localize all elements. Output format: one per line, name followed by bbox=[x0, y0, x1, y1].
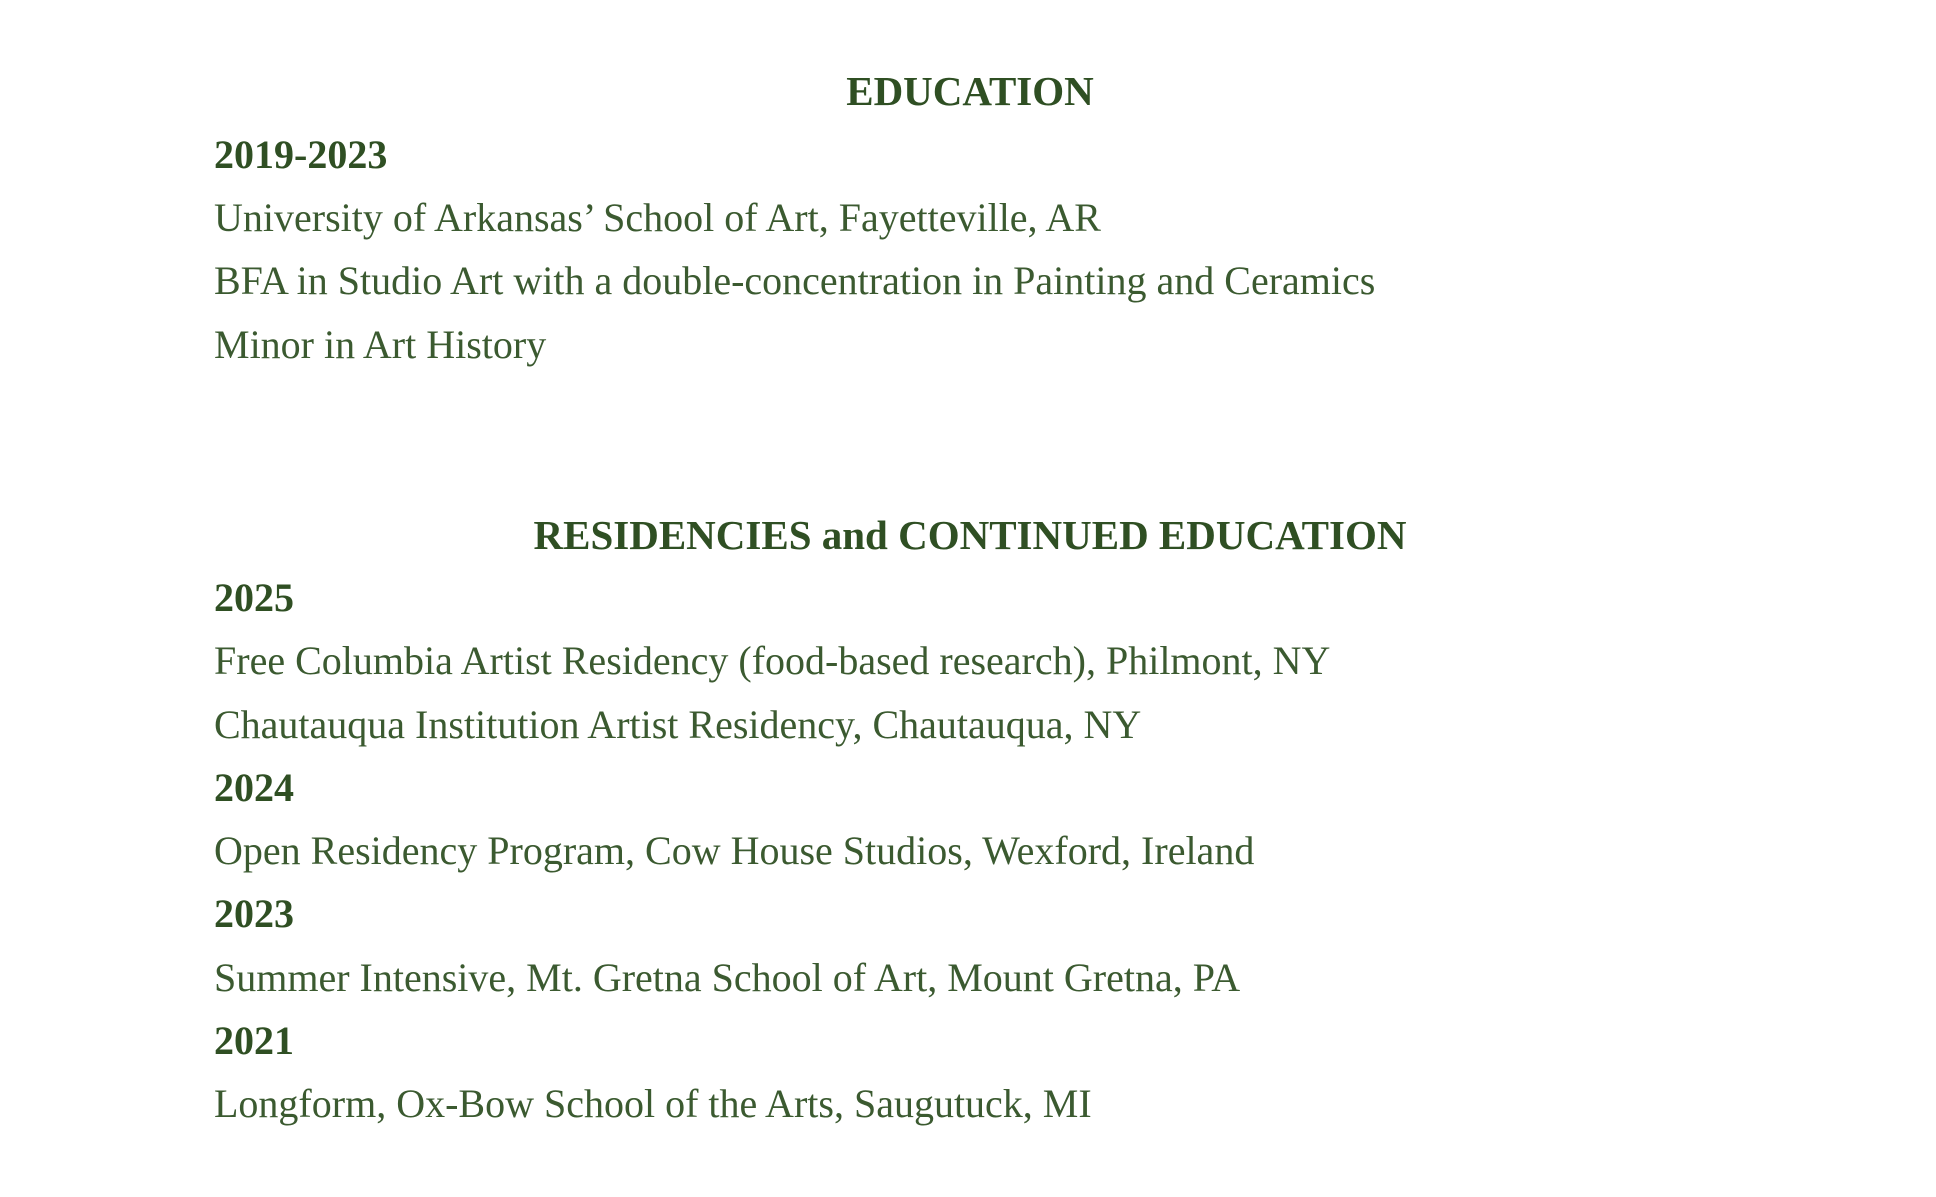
residency-item: Longform, Ox-Bow School of the Arts, Saugutuck, MI bbox=[214, 1081, 1092, 1126]
residency-year-2023: 2023 bbox=[214, 891, 294, 936]
residency-item: Open Residency Program, Cow House Studios, Wexford, Ireland bbox=[214, 828, 1255, 873]
education-heading: EDUCATION bbox=[846, 68, 1094, 114]
residency-year-2025: 2025 bbox=[214, 575, 294, 620]
residencies-heading: RESIDENCIES and CONTINUED EDUCATION bbox=[533, 512, 1407, 558]
residency-year-2024: 2024 bbox=[214, 765, 294, 810]
residency-item: Free Columbia Artist Residency (food-based research), Philmont, NY bbox=[214, 638, 1331, 683]
residency-item: Chautauqua Institution Artist Residency, Chautauqua, NY bbox=[214, 702, 1142, 747]
residency-year-2021: 2021 bbox=[214, 1018, 294, 1063]
education-year: 2019-2023 bbox=[214, 132, 388, 177]
education-minor: Minor in Art History bbox=[214, 322, 547, 367]
education-school: University of Arkansas’ School of Art, Fayetteville, AR bbox=[214, 195, 1101, 240]
residency-item: Summer Intensive, Mt. Gretna School of Art, Mount Gretna, PA bbox=[214, 955, 1241, 1000]
education-degree: BFA in Studio Art with a double-concentration in Painting and Ceramics bbox=[214, 258, 1376, 303]
